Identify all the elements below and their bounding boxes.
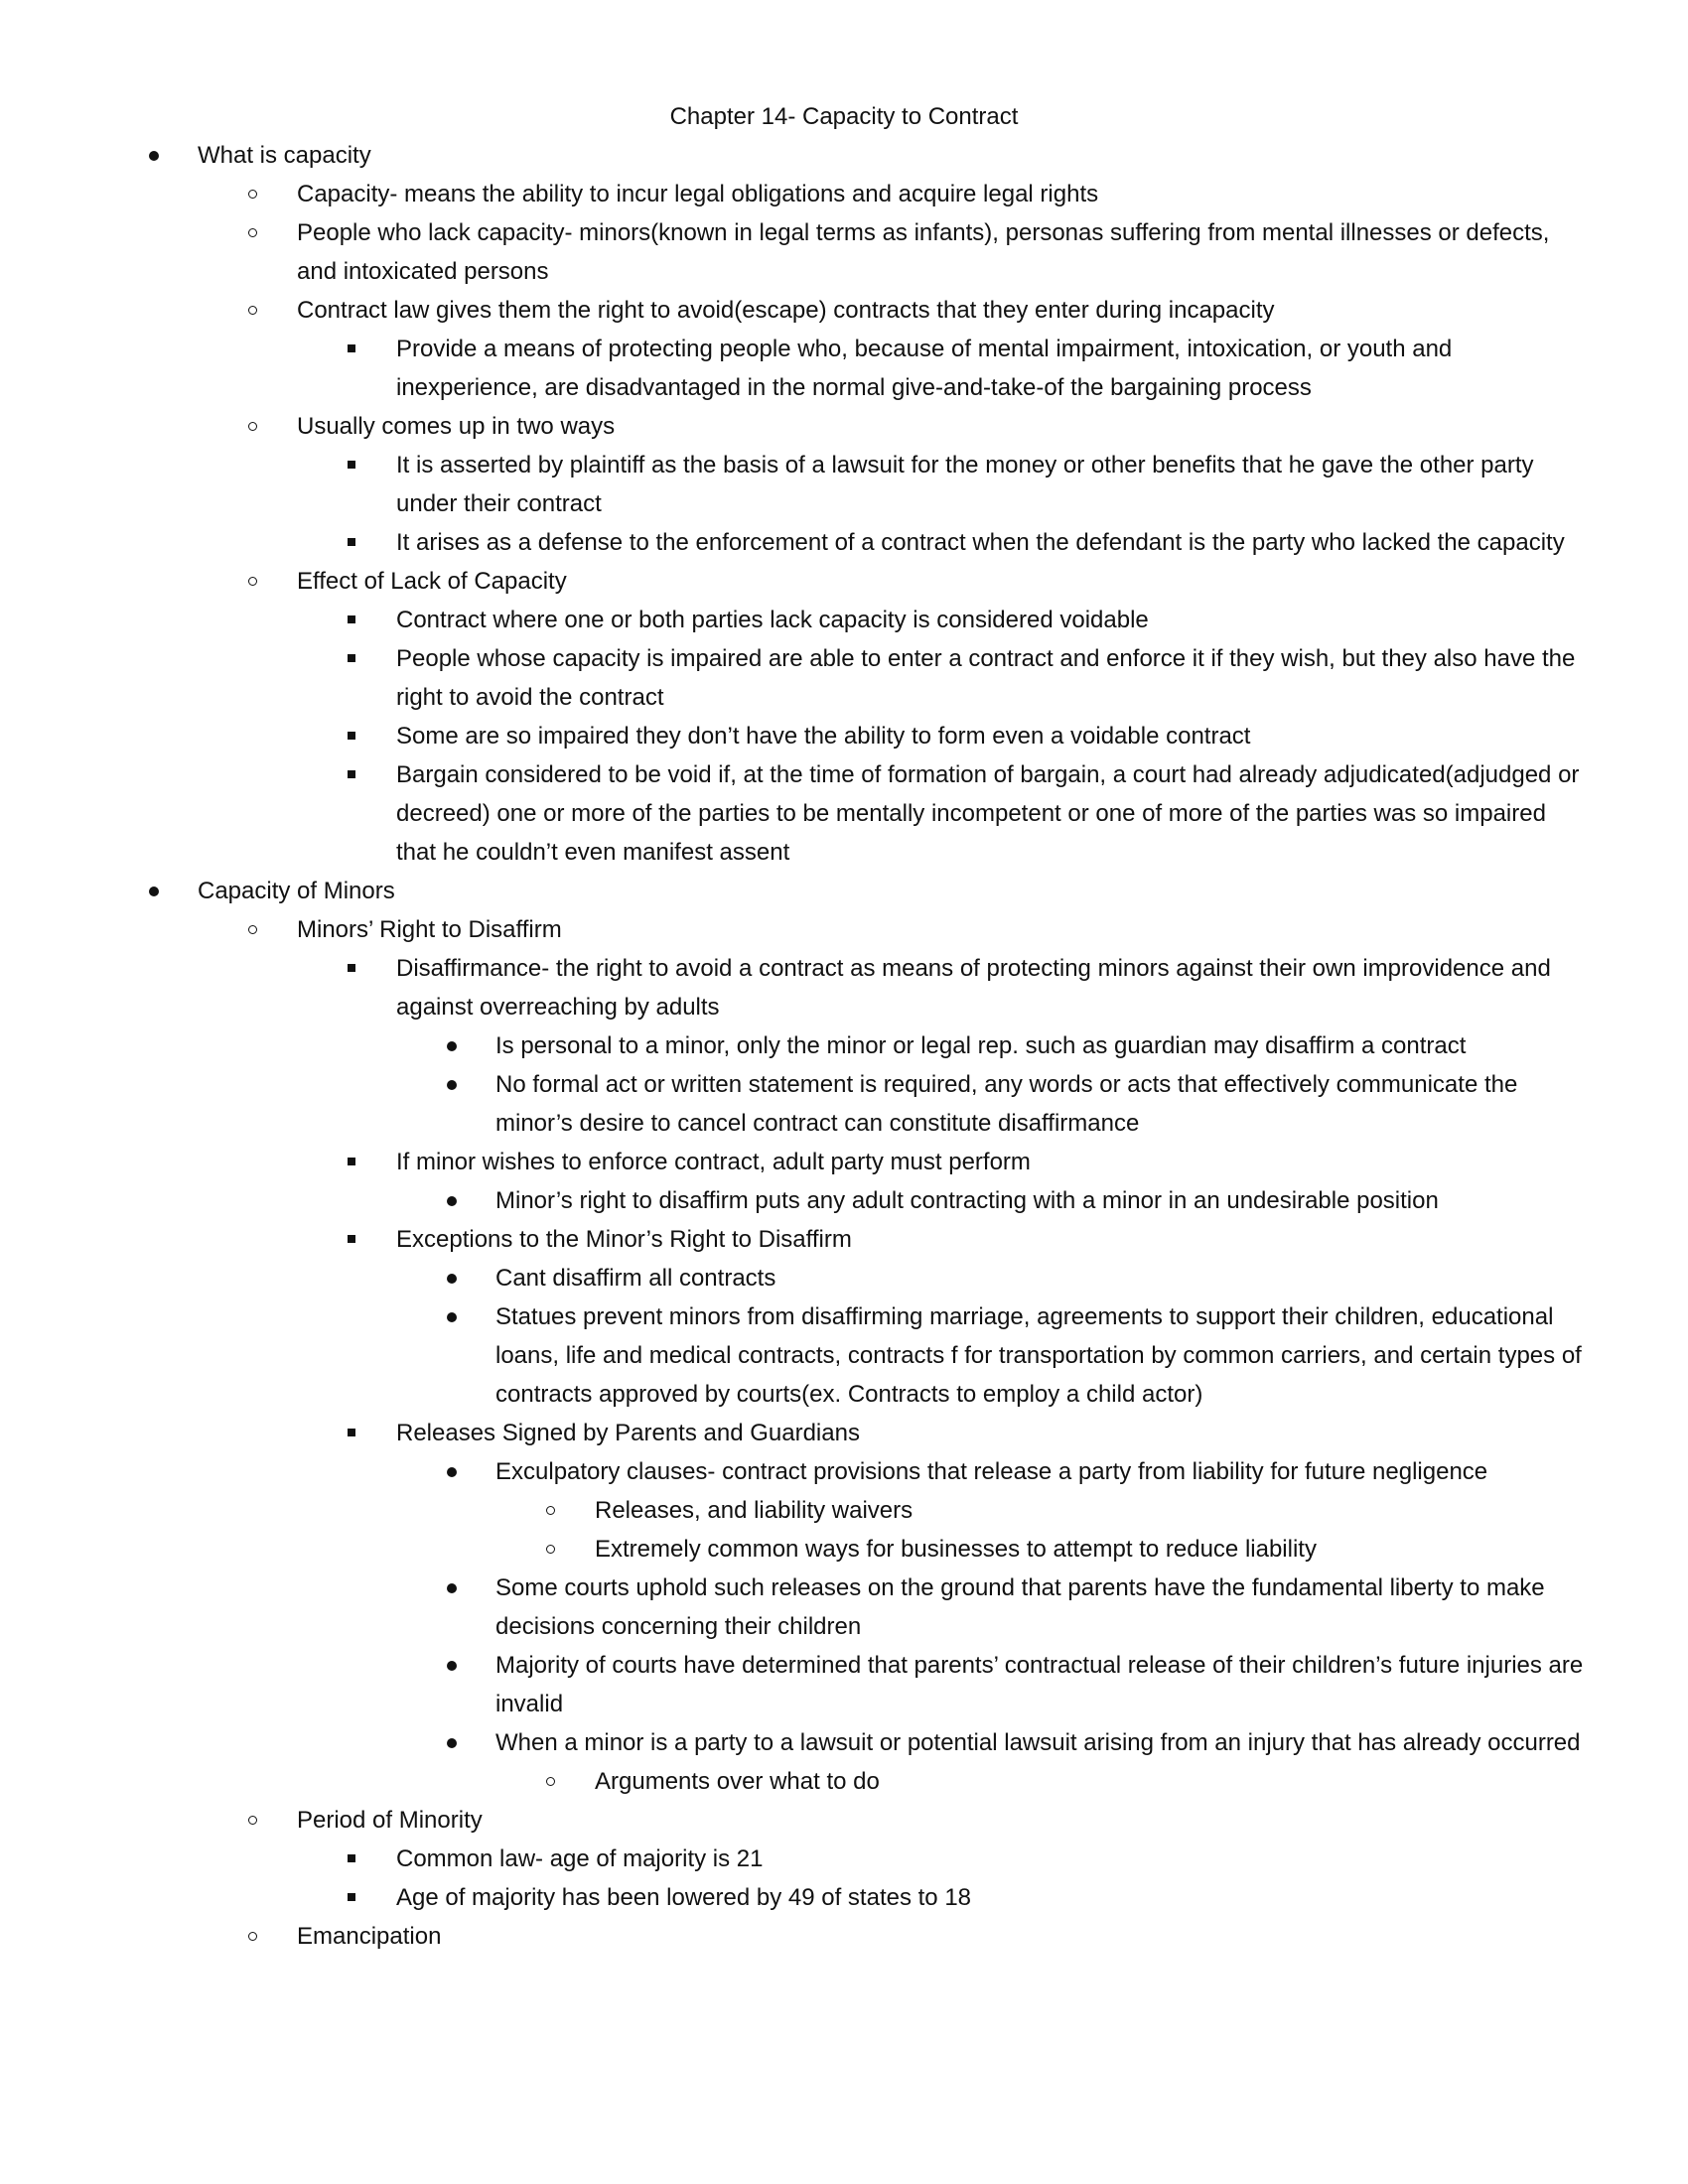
disc-bullet-icon (447, 1467, 457, 1477)
outline-item-text: When a minor is a party to a lawsuit or potential lawsuit arising from an injury that has already occurred (495, 1729, 1581, 1756)
square-bullet-icon (348, 964, 355, 972)
circle-bullet-icon (546, 1506, 555, 1515)
outline-item (0, 1569, 1588, 1646)
outline-item (0, 1259, 1588, 1297)
outline-item (0, 136, 1588, 175)
outline-item-text: Contract law gives them the right to avoid(escape) contracts that they enter during incapacity (297, 297, 1275, 324)
outline-item-text: It arises as a defense to the enforcement of a contract when the defendant is the party who lacked the capacity (396, 529, 1565, 556)
disc-bullet-icon (447, 1274, 457, 1284)
outline-item (0, 1491, 1588, 1530)
square-bullet-icon (348, 732, 355, 740)
square-bullet-icon (348, 1429, 355, 1436)
outline-item-text: Bargain considered to be void if, at the time of formation of bargain, a court had already adjudicated(adjudged or decreed) one or more of the parties to be mentally incompetent or one of more of the parties was so impaired that he couldn’t even manifest assent (396, 761, 1580, 866)
outline-item-text: No formal act or written statement is required, any words or acts that effectively communicate the minor’s desire to cancel contract can constitute disaffirmance (495, 1071, 1518, 1137)
outline-item-text: Cant disaffirm all contracts (495, 1265, 776, 1292)
outline-item (0, 949, 1588, 1026)
outline-item (0, 523, 1588, 562)
disc-bullet-icon (447, 1196, 457, 1206)
outline-item-text: Minor’s right to disaffirm puts any adult contracting with a minor in an undesirable position (495, 1187, 1439, 1214)
outline-item-text: Releases, and liability waivers (595, 1497, 914, 1524)
square-bullet-icon (348, 1893, 355, 1901)
outline-item (0, 1646, 1588, 1723)
outline-item (0, 446, 1588, 523)
outline-item (0, 1297, 1588, 1414)
outline-item-text: What is capacity (198, 142, 371, 169)
outline-item-text: Capacity- means the ability to incur legal obligations and acquire legal rights (297, 181, 1099, 207)
outline-item (0, 1878, 1588, 1917)
outline-item (0, 1414, 1588, 1452)
outline-item-text: People whose capacity is impaired are able to enter a contract and enforce it if they wish, but they also have the right to avoid the contract (396, 645, 1576, 711)
outline-item (0, 291, 1588, 330)
disc-bullet-icon (149, 151, 159, 161)
disc-bullet-icon (447, 1041, 457, 1051)
outline-item-text: Usually comes up in two ways (297, 413, 616, 440)
disc-bullet-icon (447, 1080, 457, 1090)
circle-bullet-icon (546, 1545, 555, 1554)
disc-bullet-icon (149, 887, 159, 896)
outline-item-text: Contract where one or both parties lack capacity is considered voidable (396, 607, 1149, 633)
outline-item-text: Arguments over what to do (595, 1768, 880, 1795)
outline-item (0, 562, 1588, 601)
outline-item (0, 1762, 1588, 1801)
outline-item (0, 639, 1588, 717)
outline-item-text: Extremely common ways for businesses to attempt to reduce liability (595, 1536, 1317, 1563)
square-bullet-icon (348, 1235, 355, 1243)
outline-item-text: Some are so impaired they don’t have the ability to form even a voidable contract (396, 723, 1251, 750)
disc-bullet-icon (447, 1738, 457, 1748)
outline-item (0, 1143, 1588, 1181)
disc-bullet-icon (447, 1583, 457, 1593)
square-bullet-icon (348, 615, 355, 623)
outline-item (0, 1181, 1588, 1220)
circle-bullet-icon (248, 422, 257, 431)
outline-item (0, 213, 1588, 291)
outline-item (0, 1026, 1588, 1065)
outline-item (0, 1723, 1588, 1762)
outline-item-text: Effect of Lack of Capacity (297, 568, 567, 595)
outline-list (0, 136, 1688, 1956)
outline-item-text: Capacity of Minors (198, 878, 395, 904)
circle-bullet-icon (248, 1932, 257, 1941)
outline-item-text: If minor wishes to enforce contract, adult party must perform (396, 1149, 1031, 1175)
outline-item-text: Emancipation (297, 1923, 442, 1950)
outline-item-text: Period of Minority (297, 1807, 483, 1834)
outline-item-text: Common law- age of majority is 21 (396, 1845, 764, 1872)
disc-bullet-icon (447, 1312, 457, 1322)
square-bullet-icon (348, 538, 355, 546)
outline-item-text: Provide a means of protecting people who, because of mental impairment, intoxication, or youth and inexperience, are disadvantaged in the normal give-and-take-of the bargaining process (396, 336, 1453, 401)
outline-item (0, 175, 1588, 213)
outline-item (0, 1220, 1588, 1259)
outline-item (0, 1065, 1588, 1143)
outline-item-text: Exceptions to the Minor’s Right to Disaffirm (396, 1226, 852, 1253)
outline-item (0, 1530, 1588, 1569)
circle-bullet-icon (248, 577, 257, 586)
outline-item (0, 407, 1588, 446)
outline-item-text: Minors’ Right to Disaffirm (297, 916, 562, 943)
outline-item-text: Age of majority has been lowered by 49 of states to 18 (396, 1884, 972, 1911)
circle-bullet-icon (248, 1816, 257, 1825)
outline-item-text: Is personal to a minor, only the minor or legal rep. such as guardian may disaffirm a contract (495, 1032, 1467, 1059)
outline-item-text: It is asserted by plaintiff as the basis of a lawsuit for the money or other benefits that he gave the other party under their contract (396, 452, 1534, 517)
square-bullet-icon (348, 1854, 355, 1862)
outline-item-text: Disaffirmance- the right to avoid a contract as means of protecting minors against their own improvidence and against overreaching by adults (396, 955, 1551, 1021)
page-title: Chapter 14- Capacity to Contract (669, 103, 1019, 130)
outline-item (0, 1801, 1588, 1840)
square-bullet-icon (348, 770, 355, 778)
outline-item-text: Majority of courts have determined that parents’ contractual release of their children’s future injuries are invalid (495, 1652, 1584, 1717)
outline-item (0, 872, 1588, 910)
square-bullet-icon (348, 344, 355, 352)
square-bullet-icon (348, 654, 355, 662)
circle-bullet-icon (546, 1777, 555, 1786)
outline-item (0, 601, 1588, 639)
outline-item (0, 717, 1588, 755)
circle-bullet-icon (248, 228, 257, 237)
outline-item-text: Statues prevent minors from disaffirming marriage, agreements to support their children, educational loans, life and medical contracts, contracts f for transportation by common carriers, and certain types of contracts approved by courts(ex. Contracts to employ a child actor) (495, 1303, 1582, 1408)
square-bullet-icon (348, 1158, 355, 1165)
square-bullet-icon (348, 461, 355, 469)
outline-item-text: Exculpatory clauses- contract provisions that release a party from liability for future negligence (495, 1458, 1488, 1485)
outline-item (0, 330, 1588, 407)
outline-item (0, 755, 1588, 872)
disc-bullet-icon (447, 1661, 457, 1671)
outline-item (0, 1452, 1588, 1491)
outline-item-text: People who lack capacity- minors(known in legal terms as infants), personas suffering from mental illnesses or defects, and intoxicated persons (297, 219, 1550, 285)
outline-item-text: Releases Signed by Parents and Guardians (396, 1420, 860, 1446)
circle-bullet-icon (248, 925, 257, 934)
circle-bullet-icon (248, 306, 257, 315)
outline-item (0, 1917, 1588, 1956)
outline-item (0, 910, 1588, 949)
circle-bullet-icon (248, 190, 257, 199)
outline-item-text: Some courts uphold such releases on the ground that parents have the fundamental liberty to make decisions concerning their children (495, 1574, 1545, 1640)
outline-item (0, 1840, 1588, 1878)
